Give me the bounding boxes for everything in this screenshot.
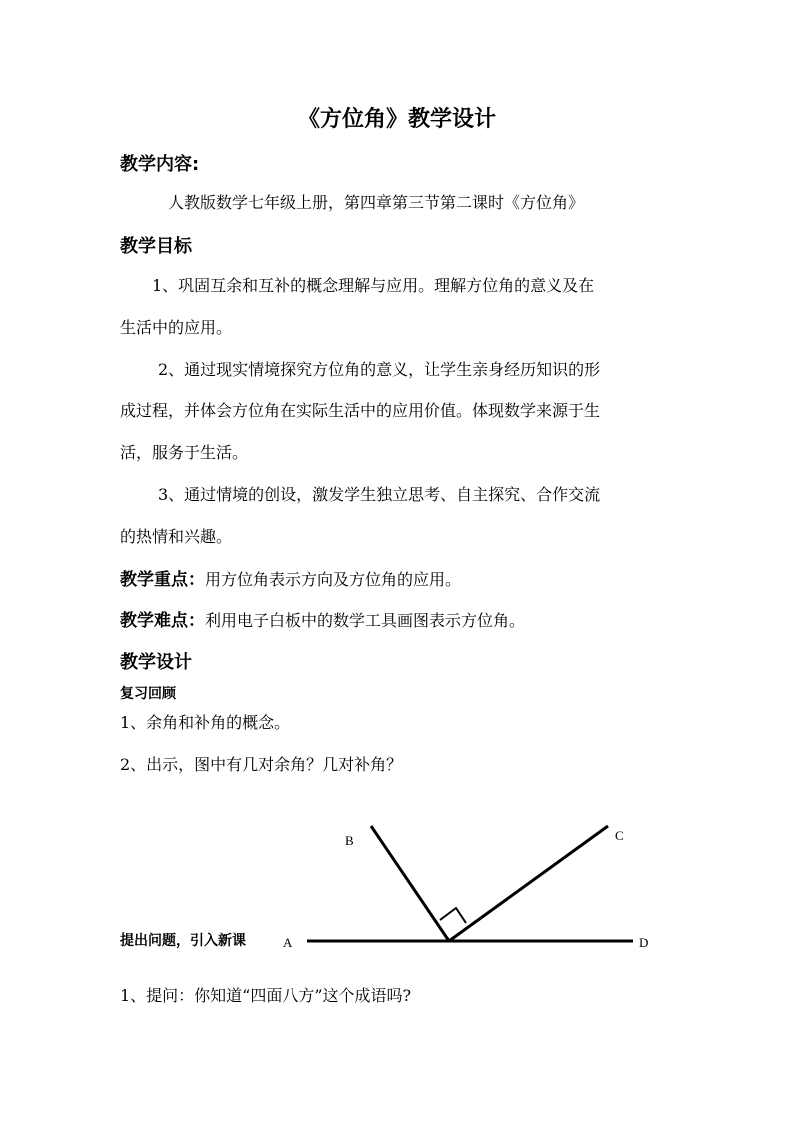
key-point-text: 用方位角表示方向及方位角的应用。 xyxy=(205,570,462,589)
review-item-2: 2、出示，图中有几对余角？几对补角？ xyxy=(120,755,403,774)
objective-2-line-1: 2、通过现实情境探究方位角的意义，让学生亲身经历知识的形 xyxy=(158,360,601,379)
label-c: C xyxy=(615,828,624,843)
objectives-heading: 教学目标 xyxy=(120,236,192,257)
label-d: D xyxy=(639,935,649,950)
objective-1-line-2: 生活中的应用。 xyxy=(120,318,233,337)
objective-3-line-2: 的热情和兴趣。 xyxy=(120,527,233,546)
label-b: B xyxy=(345,833,354,848)
content-heading: 教学内容: xyxy=(120,154,200,175)
content-text: 人教版数学七年级上册，第四章第三节第二课时《方位角》 xyxy=(168,193,585,212)
objective-2-line-3: 活，服务于生活。 xyxy=(120,443,249,462)
difficulty-text: 利用电子白板中的数学工具画图表示方位角。 xyxy=(205,611,526,630)
design-heading: 教学设计 xyxy=(120,652,192,673)
difficulty-label: 教学难点： xyxy=(120,611,205,631)
right-angle-mark xyxy=(440,908,466,923)
objective-3-line-1: 3、通过情境的创设，激发学生独立思考、自主探究、合作交流 xyxy=(158,485,601,504)
review-item-1: 1、余角和补角的概念。 xyxy=(120,713,291,732)
label-a: A xyxy=(283,935,293,950)
ray-oc xyxy=(449,826,608,941)
objective-2-line-2: 成过程，并体会方位角在实际生活中的应用价值。体现数学来源于生 xyxy=(120,401,601,420)
objective-1-line-1: 1、巩固互余和互补的概念理解与应用。理解方位角的意义及在 xyxy=(152,276,595,295)
ray-ob xyxy=(371,826,449,941)
intro-question-1: 1、提问：你知道“四面八方”这个成语吗? xyxy=(120,986,412,1005)
intro-heading: 提出问题，引入新课 xyxy=(120,933,246,949)
page-title: 《方位角》教学设计 xyxy=(297,107,496,132)
review-heading: 复习回顾 xyxy=(120,686,176,702)
key-point-label: 教学重点： xyxy=(120,570,205,590)
